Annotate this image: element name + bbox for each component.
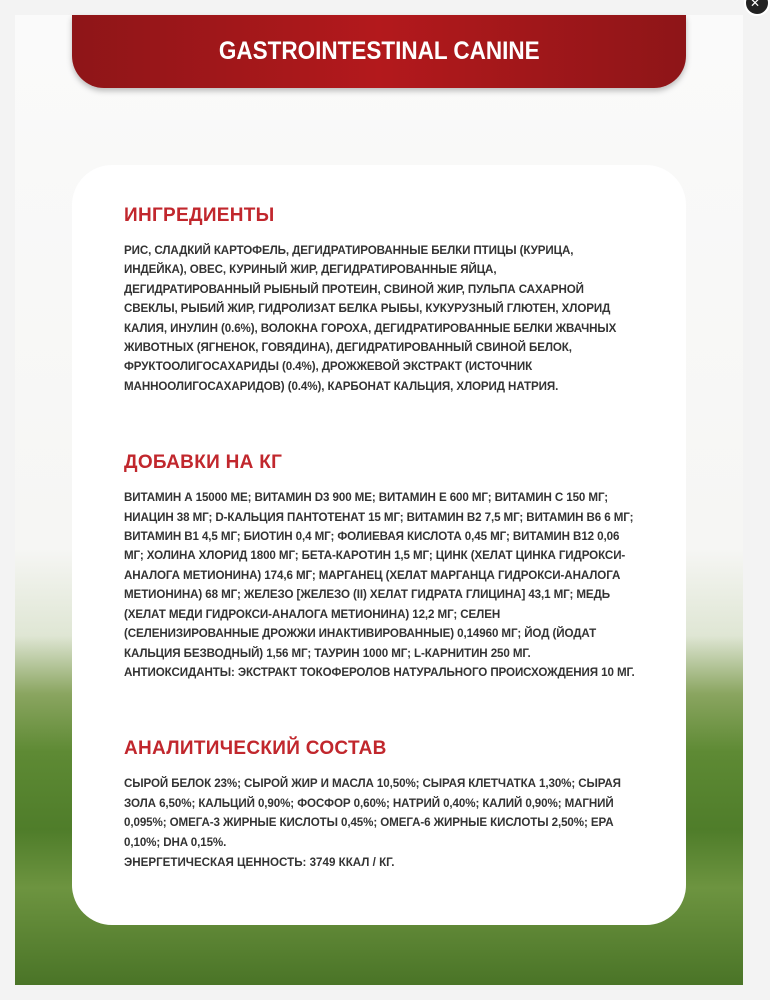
analysis-title: АНАЛИТИЧЕСКИЙ СОСТАВ [124, 738, 387, 760]
product-image [15, 15, 743, 985]
analysis-section [124, 738, 636, 869]
ingredients-text: РИС, СЛАДКИЙ КАРТОФЕЛЬ, ДЕГИДРАТИРОВАННЫЕ БЕЛКИ ПТИЦЫ (КУРИЦА, ИНДЕЙКА), ОВЕС, КУРИНЫЙ ЖИР, ДЕГИДРАТИРОВАННЫЕ ЯЙЦА, ДЕГИДРАТИРОВАННЫЙ РЫБНЫЙ ПРОТЕИН, СВИНОЙ ЖИР, ПУЛЬПА САХАРНОЙ СВЕКЛЫ, РЫБИЙ ЖИР, ГИДРОЛИЗАТ БЕЛКА РЫБЫ, КУКУРУЗНЫЙ ГЛЮТЕН, ХЛОРИД КАЛИЯ, ИНУЛИН (0.6%), ВОЛОКНА ГОРОХА, ДЕГИДРАТИРОВАННЫЕ БЕЛКИ ЖВАЧНЫХ ЖИВОТНЫХ (ЯГНЕНОК, ГОВЯДИНА), ДЕГИДРАТИРОВАННЫЙ СВИНОЙ БЕЛОК, ФРУКТООЛИГОСАХАРИДЫ (0.4%), ДРОЖЖЕВОЙ ЭКСТРАКТ (ИСТОЧНИК МАННООЛИГОСАХАРИДОВ) (0.4%), КАРБОНАТ КАЛЬЦИЯ, ХЛОРИД НАТРИЯ. [124, 244, 617, 393]
ingredients-section [124, 205, 636, 396]
additives-text: ВИТАМИН А 15000 МЕ; ВИТАМИН D3 900 МЕ; ВИТАМИН Е 600 МГ; ВИТАМИН С 150 МГ; НИАЦИН 38 МГ; D-КАЛЬЦИЯ ПАНТОТЕНАТ 15 МГ; ВИТАМИН В2 7,5 МГ; ВИТАМИН В6 6 МГ; ВИТАМИН В1 4,5 МГ; БИОТИН 0,4 МГ; ФОЛИЕВАЯ КИСЛОТА 0,45 МГ; ВИТАМИН В12 0,06 МГ; ХОЛИНА ХЛОРИД 1800 МГ; БЕТА-КАРОТИН 1,5 МГ; ЦИНК (ХЕЛАТ ЦИНКА ГИДРОКСИ-АНАЛОГА МЕТИОНИНА) 174,6 МГ; МАРГАНЕЦ (ХЕЛАТ МАРГАНЦА ГИДРОКСИ-АНАЛОГА МЕТИОНИНА) 68 МГ; ЖЕЛЕЗО [ЖЕЛЕЗО (II) ХЕЛАТ ГИДРАТА ГЛИЦИНА] 43,1 МГ; МЕДЬ (ХЕЛАТ МЕДИ ГИДРОКСИ-АНАЛОГА МЕТИОНИНА) 12,2 МГ; СЕЛЕН (СЕЛЕНИЗИРОВАННЫЕ ДРОЖЖИ ИНАКТИВИРОВАННЫЕ) 0,14960 МГ; ЙОД (ЙОДАТ КАЛЬЦИЯ БЕЗВОДНЫЙ) 1,56 МГ; ТАУРИН 1000 МГ; L-КАРНИТИН 250 МГ. АНТИОКСИДАНТЫ: ЭКСТРАКТ ТОКОФЕРОЛОВ НАТУРАЛЬНОГО ПРОИСХОЖДЕНИЯ 10 МГ. [124, 491, 635, 679]
energy-value: ЭНЕРГЕТИЧЕСКАЯ ЦЕННОСТЬ: 3749 ККАЛ / КГ. [124, 855, 395, 869]
product-title: GASTROINTESTINAL CANINE [218, 37, 540, 65]
close-icon[interactable]: ✕ [744, 0, 770, 16]
additives-title: ДОБАВКИ НА КГ [124, 452, 283, 474]
additives-section [124, 452, 636, 682]
composition-card [72, 165, 686, 925]
header-banner [72, 15, 686, 88]
analysis-text: СЫРОЙ БЕЛОК 23%; СЫРОЙ ЖИР И МАСЛА 10,50%; СЫРАЯ КЛЕТЧАТКА 1,30%; СЫРАЯ ЗОЛА 6,50%; КАЛЬЦИЙ 0,90%; ФОСФОР 0,60%; НАТРИЙ 0,40%; КАЛИЙ 0,90%; МАГНИЙ 0,095%; ОМЕГА-3 ЖИРНЫЕ КИСЛОТЫ 0,45%; ОМЕГА-6 ЖИРНЫЕ КИСЛОТЫ 2,50%; EPA 0,10%; DHA 0,15%. [124, 777, 621, 849]
ingredients-title: ИНГРЕДИЕНТЫ [124, 205, 275, 226]
